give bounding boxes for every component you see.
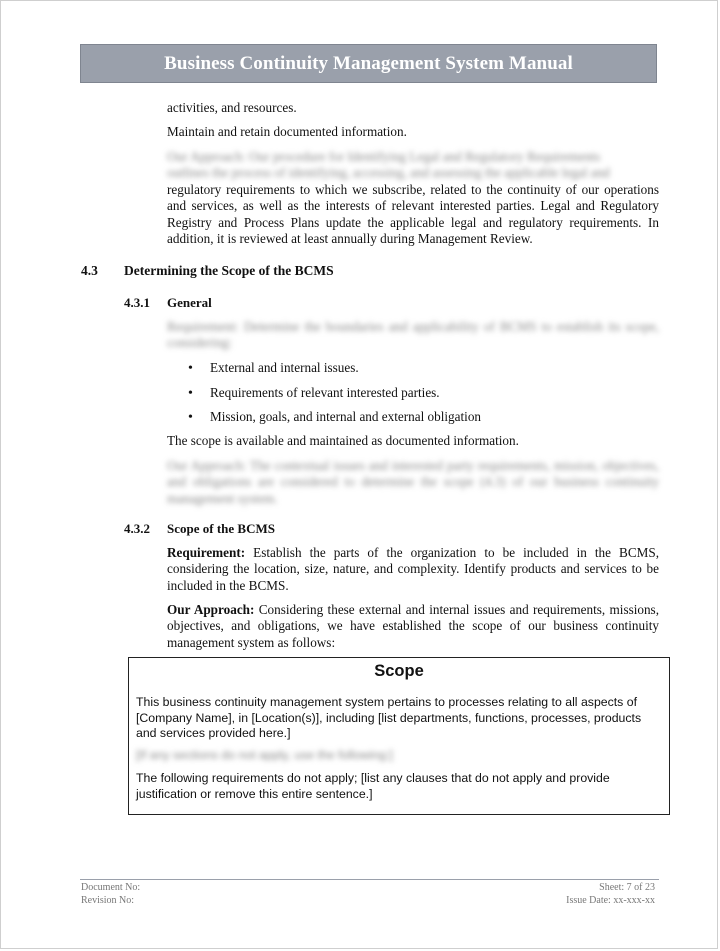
paragraph-approach (167, 602, 659, 651)
footer-revision-no: Revision No: (81, 895, 135, 906)
footer-divider (80, 879, 659, 880)
paragraph-approach-legal: regulatory requirements to which we subscribe, related to the continuity of our operations and services, as well as the interests of relevant interested parties. Legal and Regulatory Registry and Process Plans update the applicable legal and regulatory requirements. In addition, it is reviewed at least annually during Management Review. (167, 182, 659, 246)
approach-text: Considering these external and internal issues and requirements, missions, objectives, and obligations, we have established the scope of our business continuity management system as follows: (167, 602, 659, 650)
scope-title: Scope (374, 662, 424, 680)
subsection-number: 4.3.2 (124, 521, 150, 536)
blurred-requirement-paragraph: Requirement: Determine the boundaries and applicability of BCMS to establish its scope, considering: (167, 319, 659, 351)
section-heading-4-3 (81, 263, 334, 279)
subsection-title: General (167, 295, 212, 310)
section-number: 4.3 (81, 263, 98, 278)
blurred-approach-paragraph: Our Approach: The contextual issues and interested party requirements, mission, objectives, and obligations are considered to determine the scope (4.3) of our business continuity management system. (167, 458, 659, 506)
approach-label: Our Approach: (167, 602, 255, 617)
paragraph-documented-info: Maintain and retain documented information. (167, 124, 407, 139)
blurred-approach-line-1: Our Approach: Our procedure for Identifying Legal and Regulatory Requirements (167, 149, 601, 164)
requirement-text: Establish the parts of the organization to be included in the BCMS, considering the location, size, nature, and complexity. Identify products and services to be included in the BCMS. (167, 545, 659, 593)
subsection-number: 4.3.1 (124, 295, 150, 310)
paragraph-scope-available: The scope is available and maintained as documented information. (167, 433, 519, 448)
footer-issue-date: Issue Date: xx-xxx-xx (566, 895, 655, 906)
paragraph-requirement (167, 545, 659, 594)
blurred-approach-line-2: outlines the process of identifying, accessing, and assessing the applicable legal and (167, 165, 610, 180)
requirement-label: Requirement: (167, 545, 246, 560)
paragraph-continuation: activities, and resources. (167, 100, 297, 115)
subsection-heading-4-3-1 (124, 295, 212, 311)
bullet-dot-icon: • (188, 386, 193, 401)
scope-blurred-line: [If any sections do not apply, use the following:] (136, 748, 393, 762)
bullet-item: • Mission, goals, and internal and external obligation (188, 409, 482, 425)
scope-paragraph-2: The following requirements do not apply; [list any clauses that do not apply and provide justification or remove this entire sentence.] (136, 771, 610, 801)
bullet-item: • Requirements of relevant interested parties. (188, 385, 440, 401)
scope-box (128, 657, 670, 815)
page-header-title: Business Continuity Management System Manual (80, 44, 657, 83)
footer-document-no: Document No: (81, 882, 141, 893)
bullet-dot-icon: • (188, 410, 193, 425)
section-title: Determining the Scope of the BCMS (124, 263, 334, 278)
subsection-title: Scope of the BCMS (167, 521, 275, 536)
bullet-dot-icon: • (188, 361, 193, 376)
scope-paragraph-1: This business continuity management system pertains to processes relating to all aspects of [Company Name], in [Location(s)], including [list departments, functions, processes, products and services provided here.] (136, 695, 642, 741)
bullet-item: • External and internal issues. (188, 360, 359, 376)
subsection-heading-4-3-2 (124, 521, 275, 537)
footer-sheet: Sheet: 7 of 23 (599, 882, 655, 893)
